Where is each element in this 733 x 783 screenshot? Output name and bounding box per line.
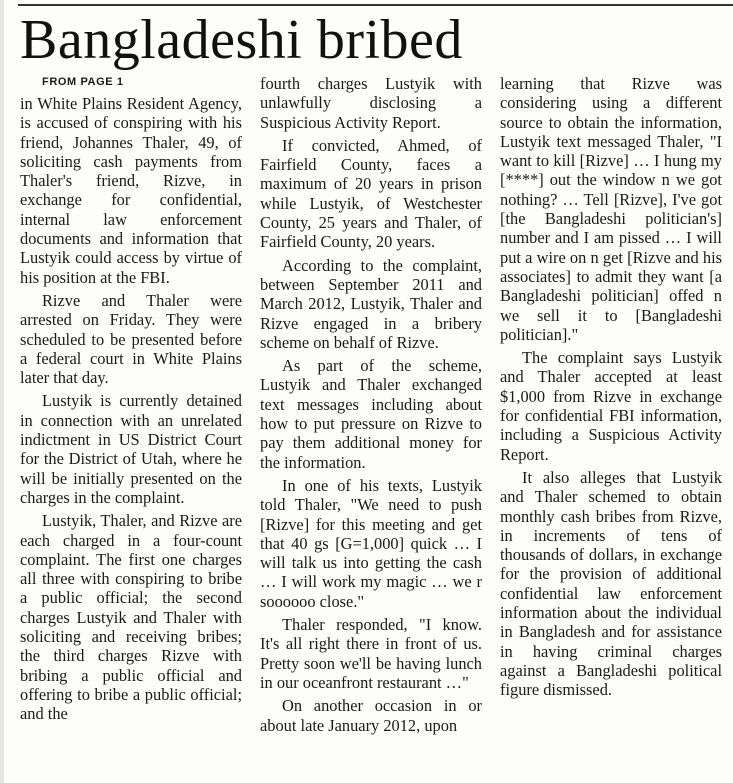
- column-2: [260, 74, 482, 780]
- paragraph: Thaler responded, "I know. It's all right there in front of us. Pretty soon we'll be having lunch in our oceanfront restaurant …": [260, 615, 482, 692]
- paragraph: On another occasion in or about late January 2012, upon: [260, 696, 482, 735]
- paragraph: Rizve and Thaler were arrested on Friday. They were scheduled to be presented before a federal court in White Plains later that day.: [20, 290, 242, 388]
- article-body: [20, 74, 730, 780]
- paragraph: It also alleges that Lustyik and Thaler schemed to obtain monthly cash bribes from Rizve, in increments of tens of thousands of dollars, in exchange for the provision of additional confidential law enforcement information about the individual in Bangladesh and for assistance in having criminal charges against a Bangladeshi political figure dismissed.: [500, 467, 722, 700]
- paragraph: According to the complaint, between September 2011 and March 2012, Lustyik, Thaler and Rizve engaged in a bribery scheme on behalf of Rizve.: [260, 255, 482, 352]
- kicker: FROM PAGE 1: [42, 76, 124, 88]
- paragraph: As part of the scheme, Lustyik and Thaler exchanged text messages including about how to put pressure on Rizve to pay them additional money for the information.: [260, 356, 482, 472]
- column-1: [20, 74, 242, 780]
- paragraph: learning that Rizve was considering using a different source to obtain the information, Lustyik text messaged Thaler, "I want to kill [Rizve] … I hung my [****] out the window n we got nothing? … Tell [Rizve], I've got [the Bangladeshi politician's] number and I am pissed … I will put a wire on n get [Rizve and his associates] to admit they want [a Bangladeshi politician] offed n we sell it to [Bangladeshi politician].": [500, 74, 722, 344]
- paragraph: In one of his texts, Lustyik told Thaler, "We need to push [Rizve] for this meeting and get that 40 gs [G=1,000] quick … I will talk us into getting the cash … I will work my magic … we r soooooo close.": [260, 475, 482, 611]
- paragraph: in White Plains Resident Agency, is accused of conspiring with his friend, Johannes Thaler, 49, of soliciting cash payments from Thaler's friend, Rizve, in exchange for confidential, internal law enforcement documents and information that Lustyik could access by virtue of his position at the FBI.: [20, 94, 242, 287]
- page-edge: [0, 0, 4, 783]
- paragraph: If convicted, Ahmed, of Fairfield County, faces a maximum of 20 years in prison while Lustyik, of Westchester County, 25 years and Thaler, of Fairfield County, 20 years.: [260, 135, 482, 252]
- headline: Bangladeshi bribed: [20, 9, 463, 71]
- paragraph: Lustyik, Thaler, and Rizve are each charged in a four-count complaint. The first one charges all three with conspiring to bribe a public official; the second charges Lustyik and Thaler with soliciting and receiving bribes; the third charges Rizve with bribing a public official and offering to bribe a public official; and the: [20, 511, 242, 724]
- column-3: [500, 74, 722, 780]
- paragraph: The complaint says Lustyik and Thaler accepted at least $1,000 from Rizve in exchange for confidential FBI information, including a Suspicious Activity Report.: [500, 348, 722, 464]
- paragraph: fourth charges Lustyik with unlawfully disclosing a Suspicious Activity Report.: [260, 74, 482, 132]
- paragraph: Lustyik is currently detained in connection with an unrelated indictment in US District Court for the District of Utah, where he will be initially presented on the charges in the complaint.: [20, 391, 242, 507]
